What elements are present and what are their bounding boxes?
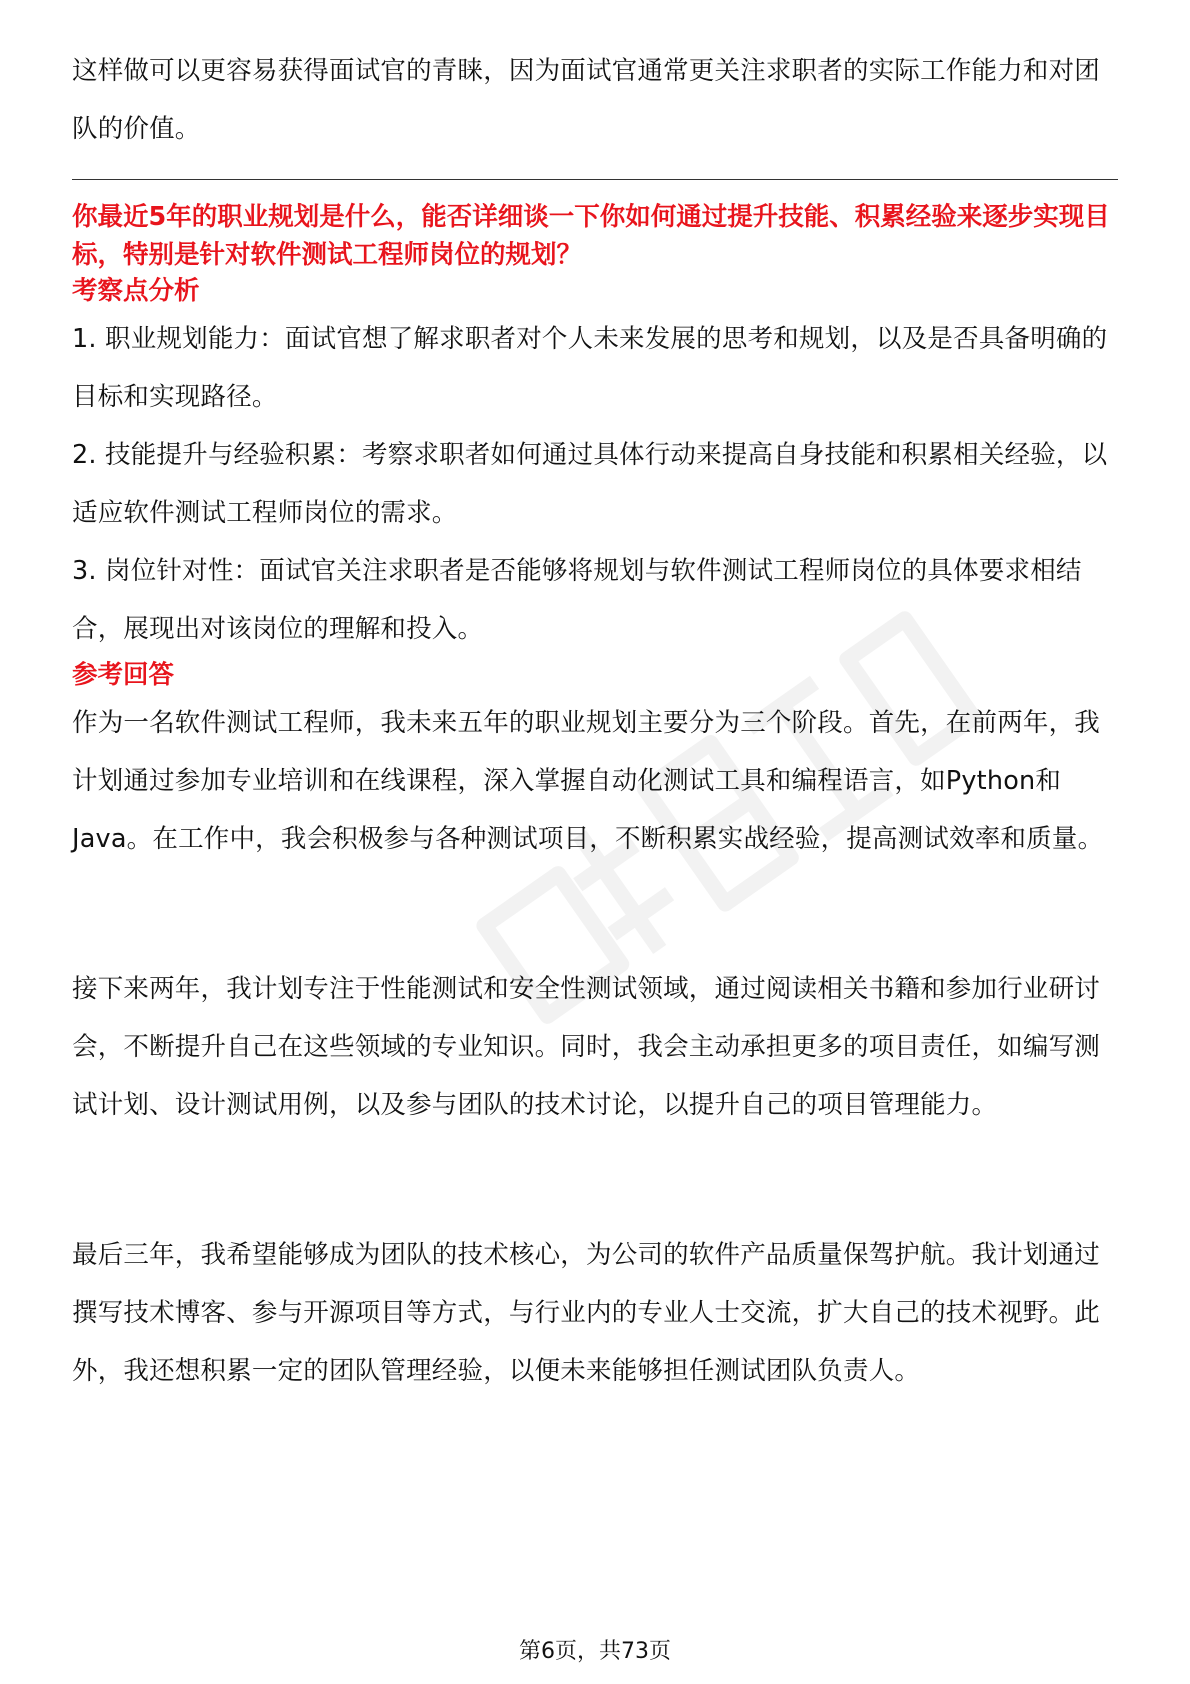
interview-question: 你最近5年的职业规划是什么，能否详细谈一下你如何通过提升技能、积累经验来逐步实现目标，特别是针对软件测试工程师岗位的规划？ [72,202,1110,270]
answer-paragraph: 接下来两年，我计划专注于性能测试和安全性测试领域，通过阅读相关书籍和参加行业研讨会，不断提升自己在这些领域的专业知识。同时，我会主动承担更多的项目责任，如编写测试计划、设计测试用例，以及参与团队的技术讨论，以提升自己的项目管理能力。 [72,974,1101,1120]
analysis-heading: 考察点分析 [72,276,200,306]
analysis-point: 1. 职业规划能力：面试官想了解求职者对个人未来发展的思考和规划，以及是否具备明确的目标和实现路径。 [72,324,1108,412]
analysis-point: 3. 岗位针对性：面试官关注求职者是否能够将规划与软件测试工程师岗位的具体要求相结合，展现出对该岗位的理解和投入。 [72,556,1082,644]
answer-paragraph: 作为一名软件测试工程师，我未来五年的职业规划主要分为三个阶段。首先，在前两年，我计划通过参加专业培训和在线课程，深入掌握自动化测试工具和编程语言，如Python和Java。在工作中，我会积极参与各种测试项目，不断积累实战经验，提高测试效率和质量。 [72,708,1104,854]
answer-paragraph: 最后三年，我希望能够成为团队的技术核心，为公司的软件产品质量保驾护航。我计划通过撰写技术博客、参与开源项目等方式，与行业内的专业人士交流，扩大自己的技术视野。此外，我还想积累一定的团队管理经验，以便未来能够担任测试团队负责人。 [72,1240,1101,1386]
intro-paragraph: 这样做可以更容易获得面试官的青睐，因为面试官通常更关注求职者的实际工作能力和对团队的价值。 [72,56,1101,144]
answer-paragraph-1 [72,694,1118,868]
analysis-points [72,310,1118,658]
answer-paragraph-3 [72,1226,1118,1400]
analysis-point: 2. 技能提升与经验积累：考察求职者如何通过具体行动来提高自身技能和积累相关经验，以适应软件测试工程师岗位的需求。 [72,440,1108,528]
document-page [72,0,1118,1684]
page-number: 第6页，共73页 [519,1639,671,1664]
section-divider [72,179,1118,180]
answer-paragraph-2 [72,960,1118,1134]
answer-heading: 参考回答 [72,660,175,690]
